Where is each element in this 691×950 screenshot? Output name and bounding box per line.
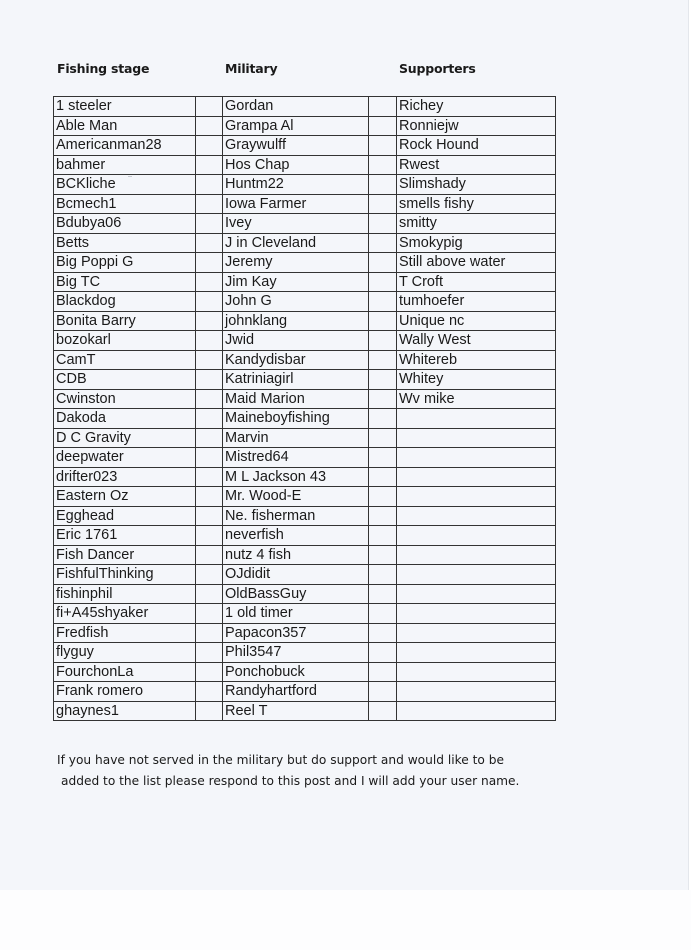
table-row <box>54 604 556 624</box>
table-row <box>54 194 556 214</box>
table-row <box>54 136 556 156</box>
cell-fishing-stage: ghaynes1 <box>54 701 196 721</box>
cell-supporters <box>397 545 556 565</box>
cell-spacer <box>369 136 397 156</box>
cell-spacer <box>369 526 397 546</box>
cell-spacer <box>196 136 223 156</box>
cell-supporters <box>397 682 556 702</box>
cell-fishing-stage: drifter023 <box>54 467 196 487</box>
roster-table <box>53 96 556 721</box>
cell-military: Gordan <box>223 97 369 117</box>
cell-fishing-stage: BCKliche <box>54 175 196 195</box>
cell-spacer <box>369 565 397 585</box>
cell-spacer <box>369 389 397 409</box>
cell-spacer <box>196 214 223 234</box>
cell-spacer <box>196 116 223 136</box>
cell-spacer <box>369 506 397 526</box>
table-row <box>54 272 556 292</box>
cell-spacer <box>369 233 397 253</box>
roster-body <box>54 97 556 721</box>
cell-fishing-stage: Bcmech1 <box>54 194 196 214</box>
cell-supporters: Ronniejw <box>397 116 556 136</box>
table-row <box>54 584 556 604</box>
cell-military: Huntm22 <box>223 175 369 195</box>
cell-military: Graywulff <box>223 136 369 156</box>
cell-fishing-stage: D C Gravity <box>54 428 196 448</box>
cell-spacer <box>196 409 223 429</box>
cell-fishing-stage: flyguy <box>54 643 196 663</box>
bottom-margin <box>0 890 691 950</box>
cell-fishing-stage: CamT <box>54 350 196 370</box>
cell-spacer <box>369 370 397 390</box>
cell-spacer <box>369 214 397 234</box>
cell-spacer <box>196 506 223 526</box>
cell-fishing-stage: Big Poppi G <box>54 253 196 273</box>
cell-fishing-stage: Fredfish <box>54 623 196 643</box>
cell-spacer <box>369 545 397 565</box>
cell-supporters: tumhoefer <box>397 292 556 312</box>
table-row <box>54 506 556 526</box>
cell-fishing-stage: Dakoda <box>54 409 196 429</box>
table-row <box>54 97 556 117</box>
cell-supporters: Richey <box>397 97 556 117</box>
cell-spacer <box>196 97 223 117</box>
cell-spacer <box>369 350 397 370</box>
cell-spacer <box>369 331 397 351</box>
cell-spacer <box>369 292 397 312</box>
cell-spacer <box>196 175 223 195</box>
table-row <box>54 701 556 721</box>
cell-spacer <box>369 116 397 136</box>
cell-spacer <box>196 565 223 585</box>
cell-spacer <box>369 662 397 682</box>
cell-supporters <box>397 604 556 624</box>
cell-spacer <box>196 292 223 312</box>
cell-spacer <box>369 584 397 604</box>
cell-military: Reel T <box>223 701 369 721</box>
cell-supporters <box>397 701 556 721</box>
cell-spacer <box>196 194 223 214</box>
footnote-line-1: If you have not served in the military but do support and would like to be <box>57 753 504 767</box>
table-row <box>54 643 556 663</box>
cell-supporters <box>397 565 556 585</box>
cell-military: OJdidit <box>223 565 369 585</box>
cell-fishing-stage: Big TC <box>54 272 196 292</box>
cell-fishing-stage: Able Man <box>54 116 196 136</box>
cell-fishing-stage: bahmer <box>54 155 196 175</box>
cell-spacer <box>369 701 397 721</box>
cell-supporters <box>397 643 556 663</box>
cell-supporters <box>397 506 556 526</box>
table-row <box>54 526 556 546</box>
cell-spacer <box>196 701 223 721</box>
cell-spacer <box>196 428 223 448</box>
cell-spacer <box>196 272 223 292</box>
cell-fishing-stage: Eastern Oz <box>54 487 196 507</box>
cell-military: Jim Kay <box>223 272 369 292</box>
cell-supporters <box>397 409 556 429</box>
cell-supporters <box>397 467 556 487</box>
cell-spacer <box>196 448 223 468</box>
cell-military: Iowa Farmer <box>223 194 369 214</box>
cell-spacer <box>369 253 397 273</box>
cell-spacer <box>369 623 397 643</box>
cell-fishing-stage: Cwinston <box>54 389 196 409</box>
cell-spacer <box>196 487 223 507</box>
cell-military: Randyhartford <box>223 682 369 702</box>
cell-spacer <box>369 409 397 429</box>
cell-spacer <box>369 175 397 195</box>
cell-spacer <box>196 233 223 253</box>
cell-fishing-stage: Bonita Barry <box>54 311 196 331</box>
cell-military: Marvin <box>223 428 369 448</box>
table-row <box>54 448 556 468</box>
cell-supporters: Rwest <box>397 155 556 175</box>
table-row <box>54 428 556 448</box>
cell-spacer <box>196 682 223 702</box>
table-row <box>54 233 556 253</box>
table-row <box>54 292 556 312</box>
table-row <box>54 155 556 175</box>
footnote <box>57 750 577 792</box>
cell-supporters: T Croft <box>397 272 556 292</box>
table-row <box>54 662 556 682</box>
cell-military: Mr. Wood-E <box>223 487 369 507</box>
cell-spacer <box>369 311 397 331</box>
table-row <box>54 350 556 370</box>
cell-fishing-stage: Americanman28 <box>54 136 196 156</box>
cell-military: Grampa Al <box>223 116 369 136</box>
table-row <box>54 467 556 487</box>
header-military: Military <box>225 61 278 76</box>
cell-military: Jwid <box>223 331 369 351</box>
table-row <box>54 565 556 585</box>
cell-spacer <box>196 350 223 370</box>
cell-fishing-stage: fi+A45shyaker <box>54 604 196 624</box>
cell-spacer <box>196 545 223 565</box>
cell-fishing-stage: Betts <box>54 233 196 253</box>
cell-military: Papacon357 <box>223 623 369 643</box>
table-row <box>54 311 556 331</box>
cell-spacer <box>196 370 223 390</box>
cell-spacer <box>196 331 223 351</box>
cell-military: nutz 4 fish <box>223 545 369 565</box>
table-row <box>54 175 556 195</box>
table-row <box>54 116 556 136</box>
cell-fishing-stage: Blackdog <box>54 292 196 312</box>
cell-spacer <box>196 623 223 643</box>
cell-spacer <box>196 526 223 546</box>
scan-artifact <box>128 176 132 177</box>
cell-spacer <box>369 428 397 448</box>
cell-spacer <box>369 155 397 175</box>
cell-military: johnklang <box>223 311 369 331</box>
cell-fishing-stage: deepwater <box>54 448 196 468</box>
cell-supporters: Whitey <box>397 370 556 390</box>
cell-fishing-stage: Fish Dancer <box>54 545 196 565</box>
cell-military: neverfish <box>223 526 369 546</box>
cell-supporters: smells fishy <box>397 194 556 214</box>
cell-military: M L Jackson 43 <box>223 467 369 487</box>
cell-spacer <box>369 487 397 507</box>
cell-military: Kandydisbar <box>223 350 369 370</box>
table-row <box>54 682 556 702</box>
cell-supporters <box>397 526 556 546</box>
cell-supporters <box>397 448 556 468</box>
cell-supporters: Rock Hound <box>397 136 556 156</box>
cell-fishing-stage: Frank romero <box>54 682 196 702</box>
cell-supporters: Still above water <box>397 253 556 273</box>
cell-spacer <box>196 604 223 624</box>
cell-fishing-stage: Eric 1761 <box>54 526 196 546</box>
cell-military: Mistred64 <box>223 448 369 468</box>
cell-supporters <box>397 662 556 682</box>
cell-supporters <box>397 428 556 448</box>
table-row <box>54 253 556 273</box>
cell-military: John G <box>223 292 369 312</box>
cell-fishing-stage: FishfulThinking <box>54 565 196 585</box>
cell-spacer <box>196 584 223 604</box>
table-row <box>54 487 556 507</box>
cell-supporters <box>397 487 556 507</box>
cell-supporters: Wv mike <box>397 389 556 409</box>
cell-fishing-stage: CDB <box>54 370 196 390</box>
cell-supporters <box>397 584 556 604</box>
cell-military: Maineboyfishing <box>223 409 369 429</box>
cell-supporters: Smokypig <box>397 233 556 253</box>
cell-military: Jeremy <box>223 253 369 273</box>
cell-fishing-stage: FourchonLa <box>54 662 196 682</box>
header-supporters: Supporters <box>399 61 476 76</box>
cell-military: Ne. fisherman <box>223 506 369 526</box>
cell-fishing-stage: Bdubya06 <box>54 214 196 234</box>
table-row <box>54 370 556 390</box>
table-row <box>54 214 556 234</box>
cell-supporters: Unique nc <box>397 311 556 331</box>
cell-spacer <box>369 448 397 468</box>
cell-spacer <box>369 272 397 292</box>
cell-supporters: Wally West <box>397 331 556 351</box>
table-row <box>54 409 556 429</box>
header-fishing-stage: Fishing stage <box>57 61 150 76</box>
cell-supporters: smitty <box>397 214 556 234</box>
cell-spacer <box>369 194 397 214</box>
cell-supporters: Slimshady <box>397 175 556 195</box>
cell-military: Hos Chap <box>223 155 369 175</box>
cell-spacer <box>196 662 223 682</box>
cell-spacer <box>196 155 223 175</box>
cell-spacer <box>369 682 397 702</box>
table-row <box>54 545 556 565</box>
table-row <box>54 331 556 351</box>
cell-military: Ponchobuck <box>223 662 369 682</box>
footnote-line-2: added to the list please respond to this post and I will add your user name. <box>61 774 520 788</box>
cell-spacer <box>369 467 397 487</box>
cell-military: Ivey <box>223 214 369 234</box>
cell-spacer <box>196 311 223 331</box>
cell-military: J in Cleveland <box>223 233 369 253</box>
cell-spacer <box>196 389 223 409</box>
cell-spacer <box>369 97 397 117</box>
cell-military: Phil3547 <box>223 643 369 663</box>
cell-spacer <box>369 643 397 663</box>
cell-supporters: Whitereb <box>397 350 556 370</box>
cell-military: OldBassGuy <box>223 584 369 604</box>
cell-military: Katriniagirl <box>223 370 369 390</box>
cell-military: Maid Marion <box>223 389 369 409</box>
cell-spacer <box>196 253 223 273</box>
cell-spacer <box>196 467 223 487</box>
table-row <box>54 623 556 643</box>
cell-spacer <box>196 643 223 663</box>
cell-fishing-stage: fishinphil <box>54 584 196 604</box>
table-row <box>54 389 556 409</box>
cell-military: 1 old timer <box>223 604 369 624</box>
cell-supporters <box>397 623 556 643</box>
cell-fishing-stage: Egghead <box>54 506 196 526</box>
cell-fishing-stage: bozokarl <box>54 331 196 351</box>
cell-spacer <box>369 604 397 624</box>
cell-fishing-stage: 1 steeler <box>54 97 196 117</box>
